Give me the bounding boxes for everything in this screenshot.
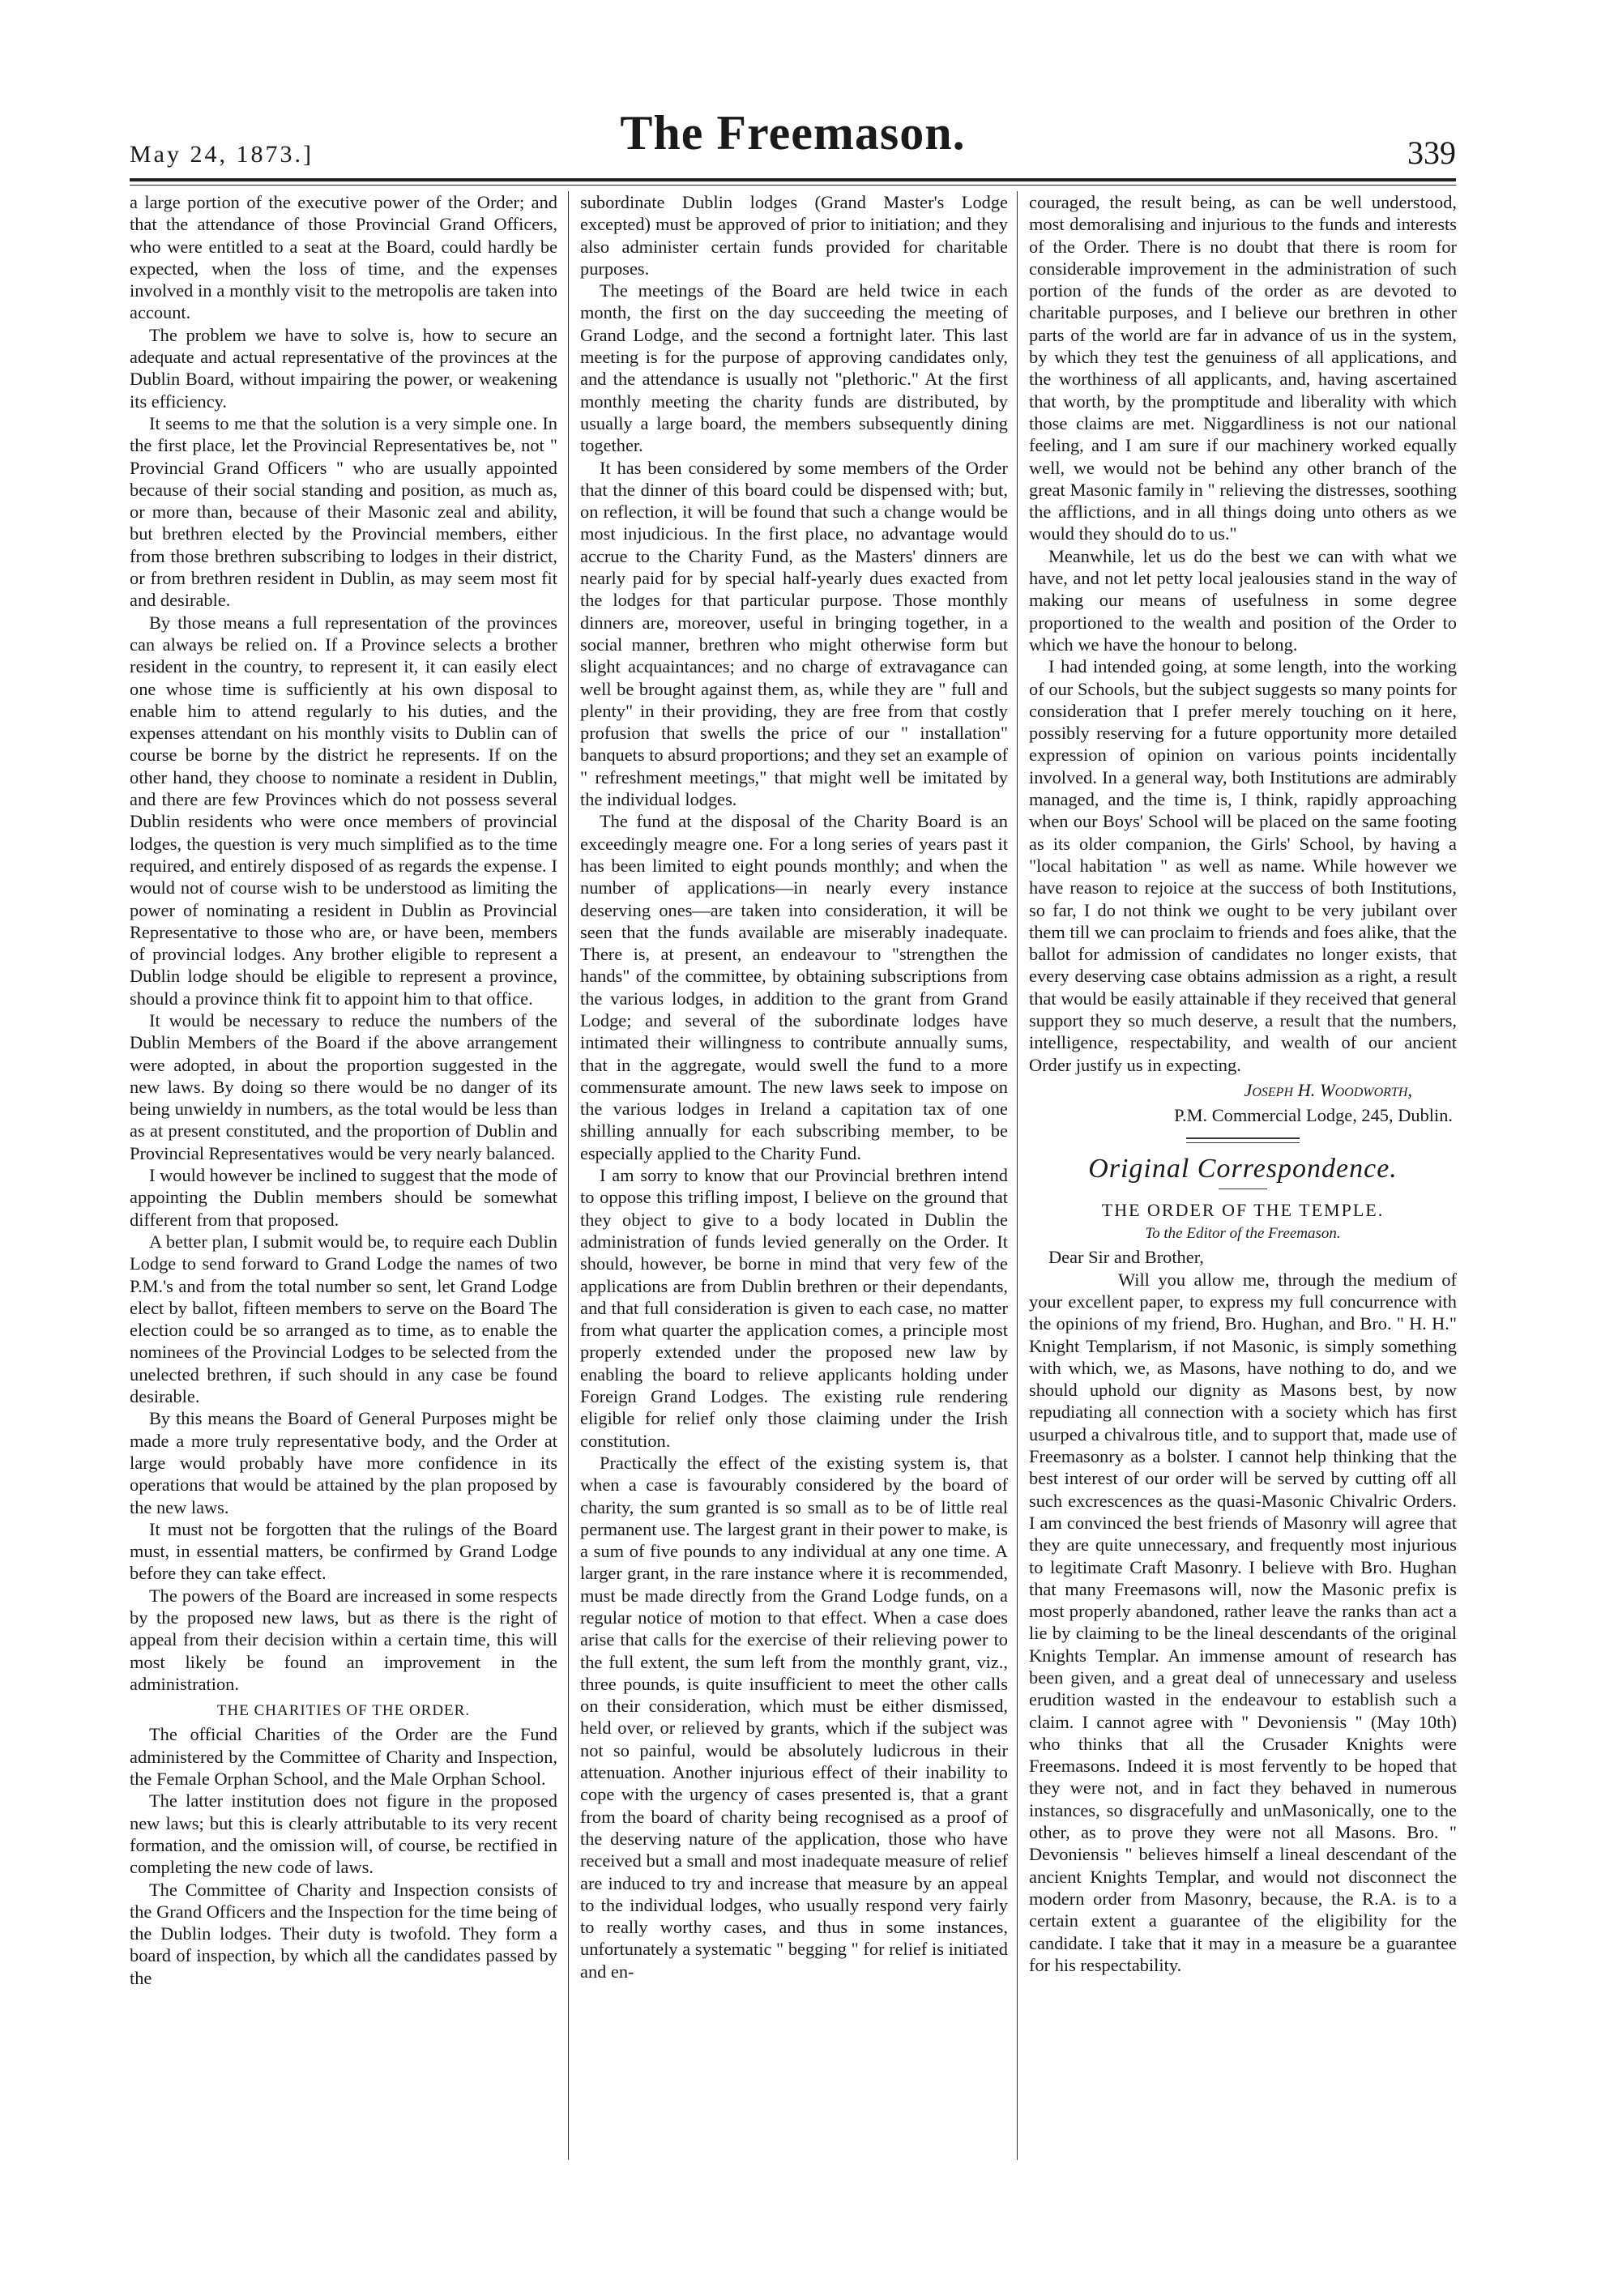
article-subtitle: To the Editor of the Freemason. xyxy=(1145,1225,1341,1243)
masthead-rule-thin xyxy=(130,185,1456,186)
masthead xyxy=(130,104,1456,177)
section-subheading: THE CHARITIES OF THE ORDER. xyxy=(216,1702,471,1720)
paragraph: couraged, the result being, as can be well understood, most demoralising and injurious to the funds and interests of the Order. There is no doubt that there is room for considerable improvement in the administration of such portion of the funds of the order as are devoted to charitable purposes, and I believe our brethren in other parts of the world are far in advance of us in the system, by which they test the genuiness of all applications, and the worthiness of all applicants, and, having ascertained that worth, by the promptitude and liberality with which those claims are met. Niggardliness is not our national feeling, and I am sure if our machinery worked equally well, we would not be behind any other branch of the great Masonic family in " relieving the distresses, soothing the afflictions, and in all things doing unto others as we would they should do to us." xyxy=(1029,192,1457,544)
paragraph: I had intended going, at some length, into the working of our Schools, but the subject suggests so many points for consideration that I prefer merely touching on it here, possibly reserving for a future opportunity more detailed expression of opinion on various points incidentally involved. In a general way, both Institutions are admirably managed, and the time is, I think, rapidly approaching when our Boys' School will be placed on the same footing as its older companion, the Girls' School, by having a "local habitation " as well as name. While however we have reason to rejoice at the success of both Institutions, so far, I do not think we ought to be very jubilant over them till we can proclaim to friends and foes alike, that the ballot for admission of candidates no longer exists, that every deserving case obtains admission as a right, a result that would be easily attainable if they received that general support they so much deserve, a result that the numbers, intelligence, respectability, and wealth of our ancient Order justify us in expecting. xyxy=(1029,656,1457,1075)
paragraph: A better plan, I submit would be, to require each Dublin Lodge to send forward to Grand Lodge the names of two P.M.'s and from the total number so sent, let Grand Lodge elect by ballot, fifteen members to serve on the Board The election could be so arranged as to time, as to enable the nominees of the Provincial Lodges to be selected from the unelected brethren, if such should in any case be found desirable. xyxy=(130,1231,557,1407)
signature-name: Joseph H. Woodworth, xyxy=(1244,1079,1412,1100)
paragraph: The powers of the Board are increased in some respects by the proposed new laws, but as there is the right of appeal from their decision within a certain time, this will most likely be found an improvement in the administration. xyxy=(130,1585,557,1694)
signature-lodge: P.M. Commercial Lodge, 245, Dublin. xyxy=(1174,1105,1453,1126)
paragraph: I would however be inclined to suggest that the mode of appointing the Dublin members should be somewhat different from that proposed. xyxy=(130,1165,557,1230)
column-2 xyxy=(580,191,1008,2160)
paragraph: The fund at the disposal of the Charity Board is an exceedingly meagre one. For a long series of years past it has been limited to eight pounds monthly; and when the number of applications—in nearly every instance deserving ones—are taken into consideration, it will be seen that the funds available are miserably inadequate. There is, at present, an endeavour to "strengthen the hands" of the committee, by obtaining subscriptions from the various lodges, in addition to the grant from Grand Lodge; and several of the subordinate lodges have intimated their willingness to contribute annually sums, that in the aggregate, would swell the fund to a more commensurate amount. The new laws seek to impose on the various lodges in Ireland a capitation tax of one shilling annually for each subscribing member, to be especially applied to the Charity Fund. xyxy=(580,811,1008,1163)
section-divider xyxy=(1186,1137,1300,1143)
paragraph: It would be necessary to reduce the numbers of the Dublin Members of the Board if the above arrangement were adopted, in about the proportion suggested in the new laws. By doing so there would be no danger of its being unwieldy in numbers, as the total would be less than as at present constituted, and the proportion of Dublin and Provincial Representatives would be very nearly balanced. xyxy=(130,1009,557,1163)
paragraph: a large portion of the executive power of the Order; and that the attendance of those Provincial Grand Officers, who were entitled to a seat at the Board, could hardly be expected, when the loss of time, and the expenses involved in a monthly visit to the metropolis are taken into account. xyxy=(130,192,557,323)
paragraph: Meanwhile, let us do the best we can with what we have, and not let petty local jealousies stand in the way of making our means of usefulness in some degree proportioned to the wealth and position of the Order to which we have the honour to belong. xyxy=(1029,545,1457,655)
paragraph: I am sorry to know that our Provincial brethren intend to oppose this trifling impost, I believe on the ground that they object to give to a body located in Dublin the administration of funds levied generally on the Order. It should, however, be borne in mind that very few of the applications are from Dublin brethren or their dependants, and that full consideration is given to each case, no matter from what quarter the application comes, a principle most properly extended under the proposed new law by enabling the board to relieve applicants holding under Foreign Grand Lodges. The existing rule rendering eligible for relief only those claiming under the Irish constitution. xyxy=(580,1165,1008,1451)
letter-paragraph: Will you allow me, through the medium of your excellent paper, to express my full concurrence with the opinions of my friend, Bro. Hughan, and Bro. " H. H." Knight Templarism, if not Masonic, is simply something with which, we, as Masons, have nothing to do, and we should uphold our dignity as Masons best, by now repudiating all connection with a society which has first usurped a chivalrous title, and to support that, made use of Freemasonry as a bolster. I cannot help thinking that the best interest of our order will be served by cutting off all such excrescences as the quasi-Masonic Chivalric Orders. I am convinced the best friends of Masonry will agree that they are quite unnecessary, and frequently most injurious to legitimate Craft Masonry. I believe with Bro. Hughan that many Freemasons will, now the Masonic prefix is most properly abandoned, rather leave the ranks than act a lie by claiming to be the lineal descendants of the original Knights Templar. An immense amount of research has been given, and a great deal of unnecessary and useless erudition wasted in the endeavour to establish such a claim. I cannot agree with " Devoniensis " (May 10th) who thinks that all the Crusader Knights were Freemasons. Indeed it is most fervently to be hoped that they were not, and in fact they behaved in numerous instances, so disgracefully and unMasonically, one to the other, as to prove they were not all Masons. Bro. " Devoniensis " believes himself a lineal descendant of the ancient Knights Templar, and would not disconnect the modern order from Masonry, because, the R.A. is to a certain extent a guarantee of the eligibility for the candidate. I take that it may in a measure be a guarantee for his respectability. xyxy=(1029,1269,1457,1975)
paragraph: By those means a full representation of the provinces can always be relied on. If a Province selects a brother resident in the country, to represent it, it can easily elect one whose time is sufficiently at his own disposal to enable him to attend regularly to his duties, and the expenses attendant on his monthly visits to Dublin can of course be borne by the district he represents. If on the other hand, they choose to nominate a resident in Dublin, and there are few Provinces which do not possess several Dublin residents who were once members of provincial lodges, the question is very much simplified as to the time required, and entirely disposed of as regards the expense. I would not of course wish to be understood as limiting the power of nominating a resident in Dublin as Provincial Representative to those who are, or have been, members of provincial lodges. Any brother eligible to represent a Dublin lodge should be eligible to represent a province, should a province think fit to appoint him to that office. xyxy=(130,612,557,1009)
masthead-rule xyxy=(130,178,1456,181)
paragraph: The official Charities of the Order are the Fund administered by the Committee of Charity and Inspection, the Female Orphan School, and the Male Orphan School. xyxy=(130,1724,557,1790)
section-title: Original Correspondence. xyxy=(1088,1154,1398,1184)
paragraph: It seems to me that the solution is a very simple one. In the first place, let the Provincial Representatives be, not " Provincial Grand Officers " who are usually appointed because of their social standing and position, as much as, or more than, because of their Masonic zeal and ability, but brethren elected by the Provincial members, either from those brethren subscribing to lodges in their district, or from brethren resident in Dublin, as may seem most fit and desirable. xyxy=(130,412,557,611)
column-divider xyxy=(1017,191,1018,2160)
paragraph: It must not be forgotten that the rulings of the Board must, in essential matters, be confirmed by Grand Lodge before they can take effect. xyxy=(130,1518,557,1584)
paragraph: The latter institution does not figure in the proposed new laws; but this is clearly attributable to its very recent formation, and the omission will, of course, be rectified in completing the new code of laws. xyxy=(130,1790,557,1878)
paragraph: The Committee of Charity and Inspection consists of the Grand Officers and the Inspection for the time being of the Dublin lodges. Their duty is twofold. They form a board of inspection, by which all the candidates passed by the xyxy=(130,1879,557,1988)
column-1 xyxy=(130,191,557,2160)
article-title: THE ORDER OF THE TEMPLE. xyxy=(1101,1199,1385,1220)
paragraph: subordinate Dublin lodges (Grand Master's Lodge excepted) must be approved of prior to initiation; and they also administer certain funds provided for charitable purposes. xyxy=(580,192,1008,279)
column-divider xyxy=(568,191,569,2160)
paragraph: The meetings of the Board are held twice in each month, the first on the day succeeding the meeting of Grand Lodge, and the second a fortnight later. This last meeting is for the purpose of approving candidates only, and the attendance is usually not "plethoric." At the first monthly meeting the charity funds are distributed, by usually a large board, the members subsequently dining together. xyxy=(580,280,1008,456)
paragraph: It has been considered by some members of the Order that the dinner of this board could be dispensed with; but, on reflection, it will be found that such a change would be most injudicious. In the first place, no advantage would accrue to the Charity Fund, as the Masters' dinners are nearly paid for by special half-yearly dues exacted from the lodges for that particular purpose. Those monthly dinners are, moreover, useful in bringing together, in a social manner, brethren who might otherwise form but slight acquaintances; and no charge of extravagance can well be brought against them, as, while they are " full and plenty" in their providing, they are free from that costly profusion that swells the price of our " installation" banquets to absurd proportions; and they set an example of " refreshment meetings," that might well be imitated by the individual lodges. xyxy=(580,457,1008,810)
paragraph: By this means the Board of General Purposes might be made a more truly representative body, and the Order at large would probably have more confidence in its operations that would be attained by the plan proposed by the new laws. xyxy=(130,1408,557,1517)
issue-date: May 24, 1873.] xyxy=(130,141,314,168)
newspaper-title: The Freemason. xyxy=(620,106,966,160)
salutation: Dear Sir and Brother, xyxy=(1048,1247,1204,1268)
column-3 xyxy=(1029,191,1457,2160)
paragraph: The problem we have to solve is, how to secure an adequate and actual representative of the provinces at the Dublin Board, without impairing the power, or weakening its efficiency. xyxy=(130,324,557,412)
paragraph: Practically the effect of the existing system is, that when a case is favourably considered by the board of charity, the sum granted is so small as to be of little real permanent use. The largest grant in their power to make, is a sum of five pounds to any individual at any one time. A larger grant, in the rare instance where it is recommended, must be made directly from the Grand Lodge funds, on a regular notice of motion to that effect. When a case does arise that calls for the exercise of their relieving power to the full extent, the sum left from the monthly grant, viz., three pounds, is quite insufficient to meet the other calls on their consideration, which must be either dismissed, held over, or relieved by grants, which if the subject was not so painful, would be absolutely ludicrous in their attenuation. Another injurious effect of their inability to cope with the urgency of cases presented is, that a grant from the board of charity being recognised as a proof of the deserving nature of the application, those who have received but a small and most inadequate measure of relief are induced to try and increase that measure by an appeal to the individual lodges, who usually respond very fairly to really worthy cases, and thus in some instances, unfortunately a systematic " begging " for relief is initiated and en- xyxy=(580,1452,1008,1982)
page-number: 339 xyxy=(1407,134,1456,171)
